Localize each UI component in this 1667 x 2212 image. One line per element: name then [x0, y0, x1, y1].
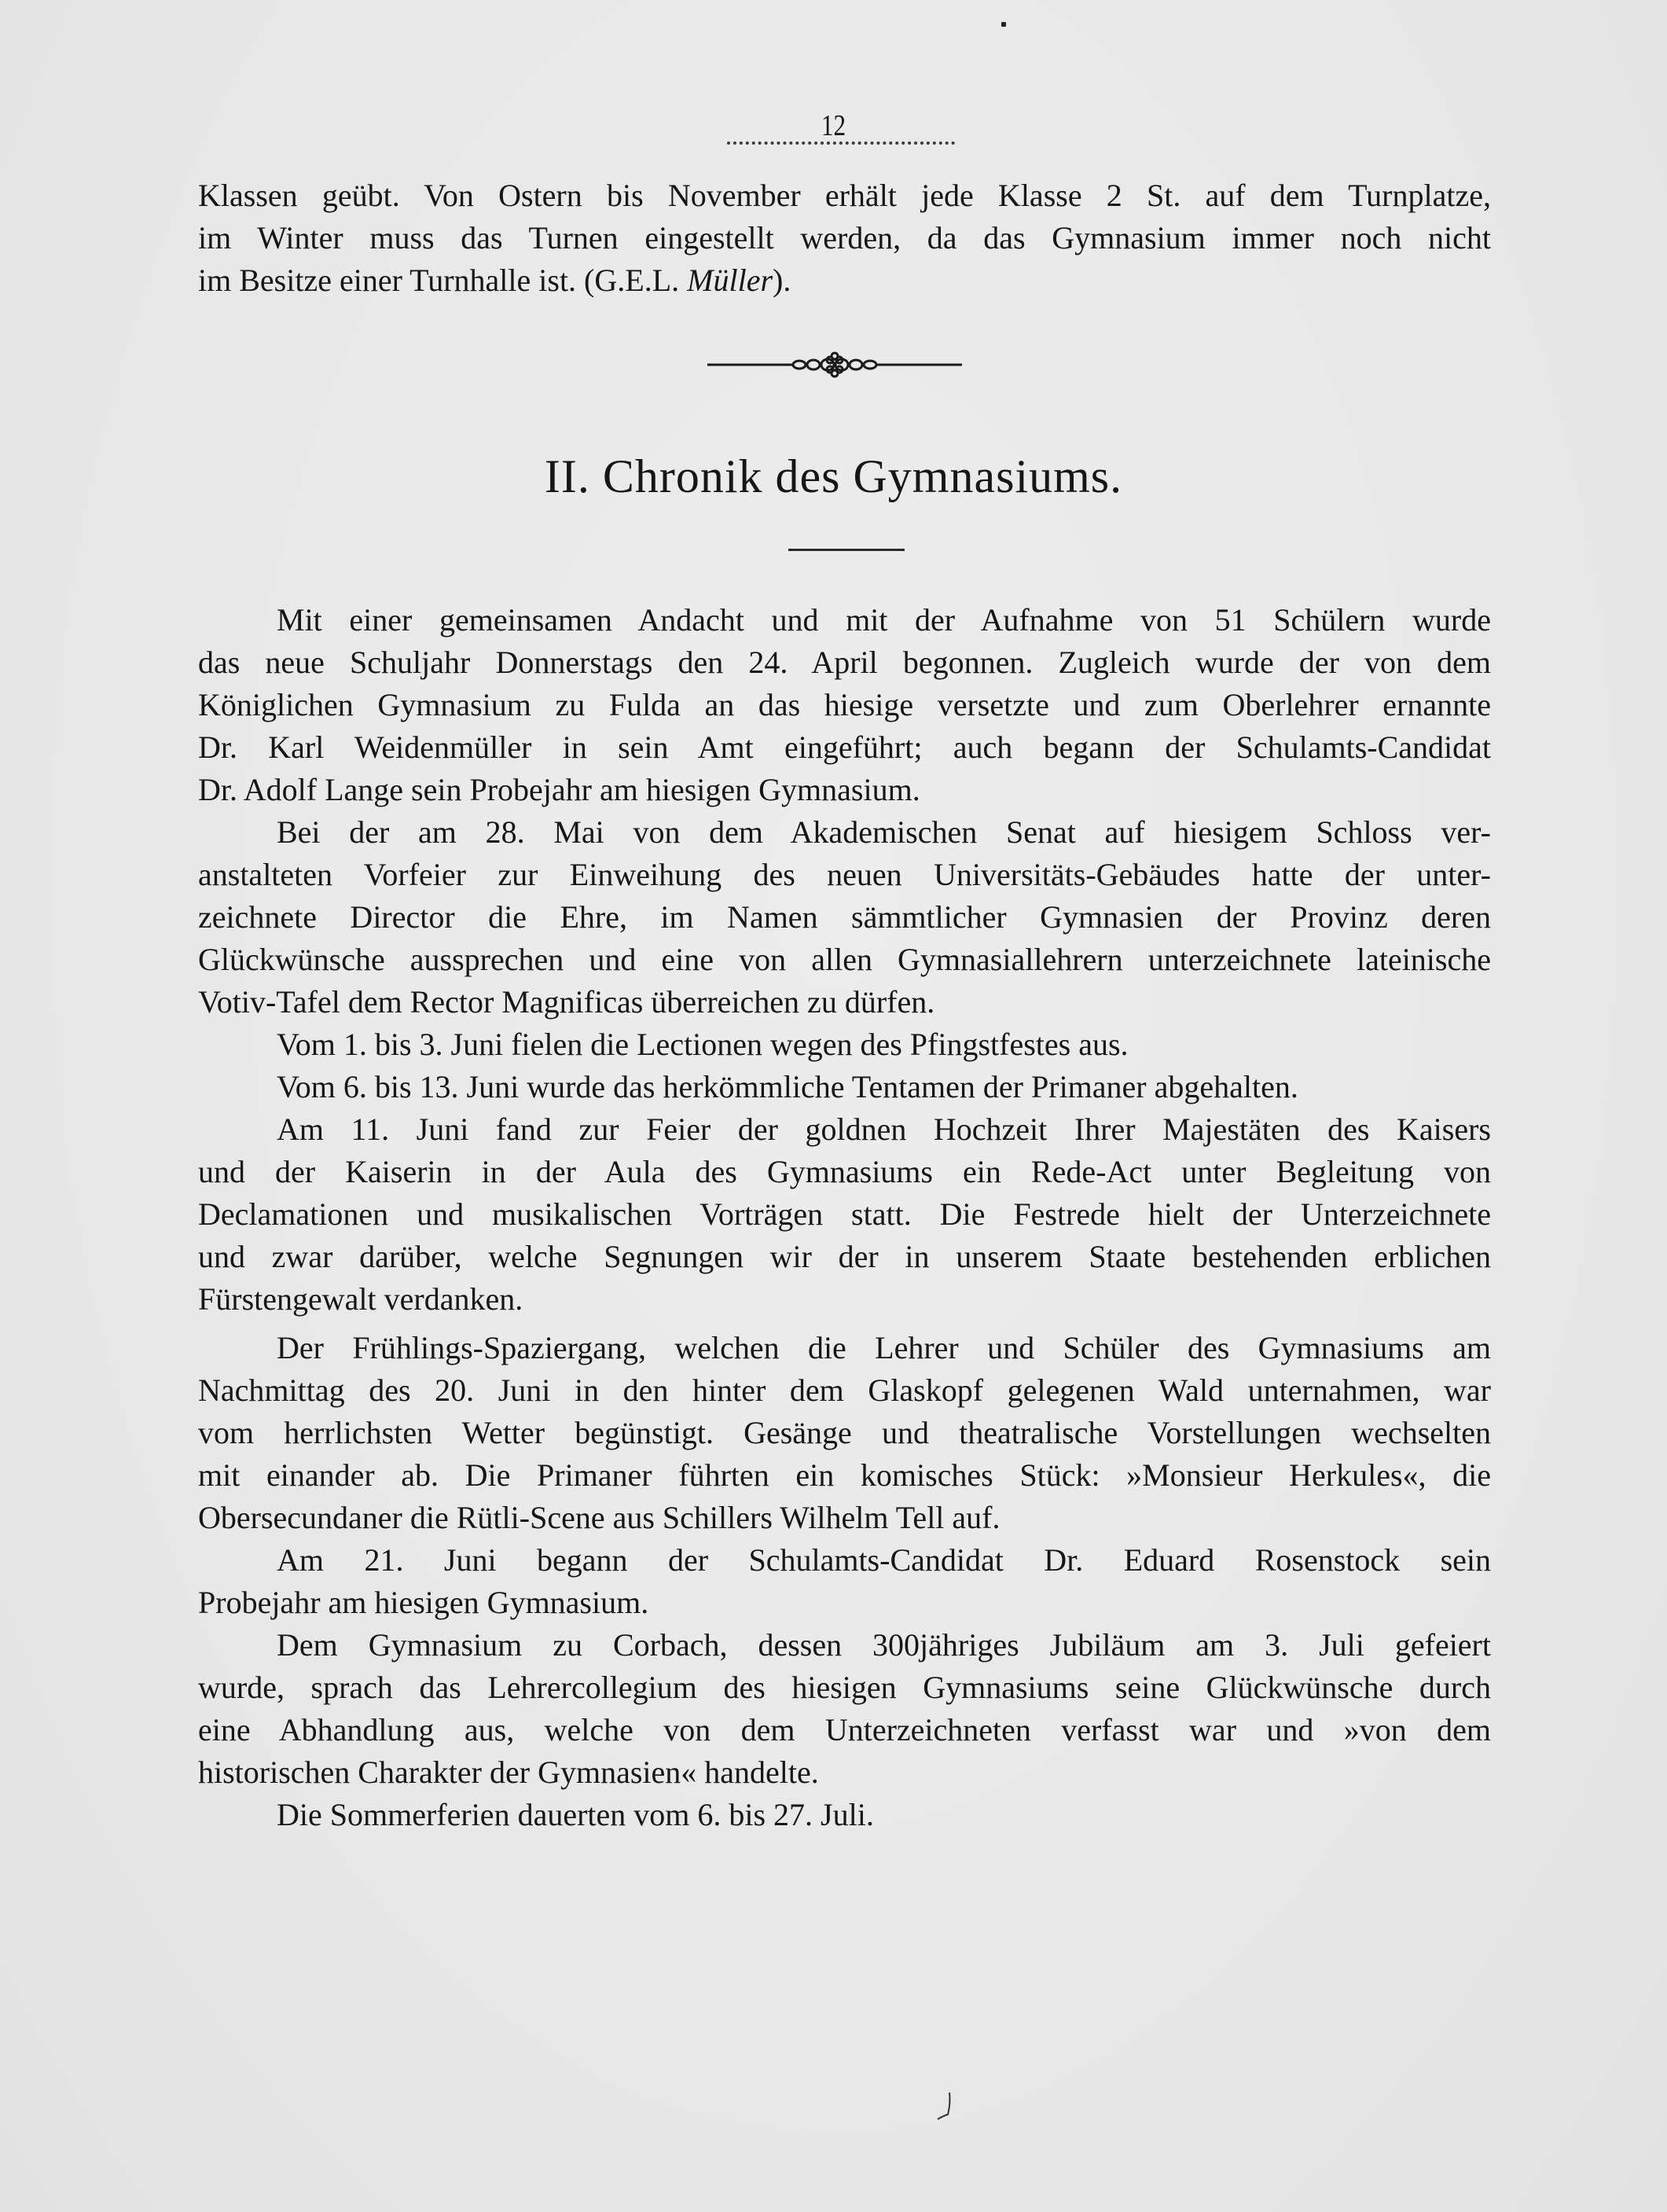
- text-fragment: im Besitze einer Turnhalle ist. (G.E.L.: [198, 263, 688, 298]
- text-line: Fürstengewalt verdanken.: [198, 1281, 523, 1317]
- text-line: historischen Charakter der Gymnasien« handelte.: [198, 1755, 819, 1790]
- text-line: das neue Schuljahr Donnerstags den 24. April begonnen. Zugleich wurde der von dem: [198, 645, 1491, 680]
- text-fragment: ).: [773, 263, 791, 298]
- text-line: zeichnete Director die Ehre, im Namen sämmtlicher Gymnasien der Provinz deren: [198, 899, 1491, 935]
- text-line: Dr. Adolf Lange sein Probejahr am hiesigen Gymnasium.: [198, 772, 920, 807]
- paragraph: [198, 1327, 1491, 1539]
- text-line: Bei der am 28. Mai von dem Akademischen Senat auf hiesigem Schloss ver-: [277, 814, 1491, 850]
- text-line: Klassen geübt. Von Ostern bis November erhält jede Klasse 2 St. auf dem Turnplatze,: [198, 178, 1491, 213]
- text-line: Die Sommerferien dauerten vom 6. bis 27. Juli.: [277, 1797, 874, 1832]
- text-line: [198, 259, 1491, 302]
- text-line: Nachmittag des 20. Juni in den hinter dem Glaskopf gelegenen Wald unternahmen, war: [198, 1372, 1491, 1408]
- text-line: Probejahr am hiesigen Gymnasium.: [198, 1585, 649, 1620]
- text-line: wurde, sprach das Lehrercollegium des hiesigen Gymnasiums seine Glückwünsche durch: [198, 1670, 1491, 1705]
- paragraph: [198, 811, 1491, 1023]
- stray-ink-mark-icon: [935, 2091, 954, 2122]
- text-line: anstalteten Vorfeier zur Einweihung des neuen Universitäts-Gebäudes hatte der unter-: [198, 857, 1491, 892]
- text-line: Dr. Karl Weidenmüller in sein Amt eingeführt; auch begann der Schulamts-Candidat: [198, 729, 1491, 765]
- text-line: Dem Gymnasium zu Corbach, dessen 300jähriges Jubiläum am 3. Juli gefeiert: [277, 1627, 1491, 1663]
- text-line: Glückwünsche aussprechen und eine von allen Gymnasiallehrern unterzeichnete lateinische: [198, 942, 1491, 977]
- text-line: Am 21. Juni begann der Schulamts-Candidat Dr. Eduard Rosenstock sein: [277, 1542, 1491, 1578]
- text-line: und zwar darüber, welche Segnungen wir der in unserem Staate bestehenden erblichen: [198, 1239, 1491, 1274]
- text-line: mit einander ab. Die Primaner führten ein komisches Stück: »Monsieur Herkules«, die: [198, 1457, 1491, 1493]
- text-line: Vom 6. bis 13. Juni wurde das herkömmliche Tentamen der Primaner abgehalten.: [277, 1069, 1298, 1104]
- decorative-divider-icon: [707, 349, 962, 380]
- chronicle-body: [198, 599, 1491, 1836]
- text-line: Mit einer gemeinsamen Andacht und mit der Aufnahme von 51 Schülern wurde: [277, 602, 1491, 638]
- section-title: II. Chronik des Gymnasiums.: [544, 450, 1123, 502]
- page-number: 12: [821, 109, 846, 142]
- intro-text: [198, 175, 1491, 302]
- title-underline: [788, 549, 905, 551]
- paragraph: [198, 1066, 1491, 1108]
- text-line: Königlichen Gymnasium zu Fulda an das hiesige versetzte und zum Oberlehrer ernannte: [198, 687, 1491, 722]
- paragraph: [198, 1794, 1491, 1836]
- text-line: Declamationen und musikalischen Vorträgen statt. Die Festrede hielt der Unterzeichnete: [198, 1196, 1491, 1232]
- paragraph: [198, 1108, 1491, 1321]
- text-line: eine Abhandlung aus, welche von dem Unterzeichneten verfasst war und »von dem: [198, 1712, 1491, 1747]
- author-name: Müller: [687, 263, 773, 298]
- paragraph: [198, 1023, 1491, 1066]
- text-line: im Winter muss das Turnen eingestellt werden, da das Gymnasium immer noch nicht: [198, 220, 1491, 255]
- paragraph: [198, 1539, 1491, 1624]
- text-line: und der Kaiserin in der Aula des Gymnasiums ein Rede-Act unter Begleitung von: [198, 1154, 1491, 1189]
- text-line: Der Frühlings-Spaziergang, welchen die Lehrer und Schüler des Gymnasiums am: [277, 1330, 1491, 1365]
- text-line: Vom 1. bis 3. Juni fielen die Lectionen wegen des Pfingstfestes aus.: [277, 1027, 1129, 1062]
- text-line: Votiv-Tafel dem Rector Magnificas überreichen zu dürfen.: [198, 984, 935, 1020]
- paragraph: [198, 1624, 1491, 1794]
- paragraph: [198, 599, 1491, 811]
- page-number-dotted-rule: [727, 141, 955, 145]
- text-line: vom herrlichsten Wetter begünstigt. Gesänge und theatralische Vorstellungen wechselten: [198, 1415, 1491, 1450]
- text-line: Obersecundaner die Rütli-Scene aus Schillers Wilhelm Tell auf.: [198, 1500, 1001, 1535]
- ink-speck: [1001, 22, 1006, 27]
- text-line: Am 11. Juni fand zur Feier der goldnen Hochzeit Ihrer Majestäten des Kaisers: [277, 1112, 1491, 1147]
